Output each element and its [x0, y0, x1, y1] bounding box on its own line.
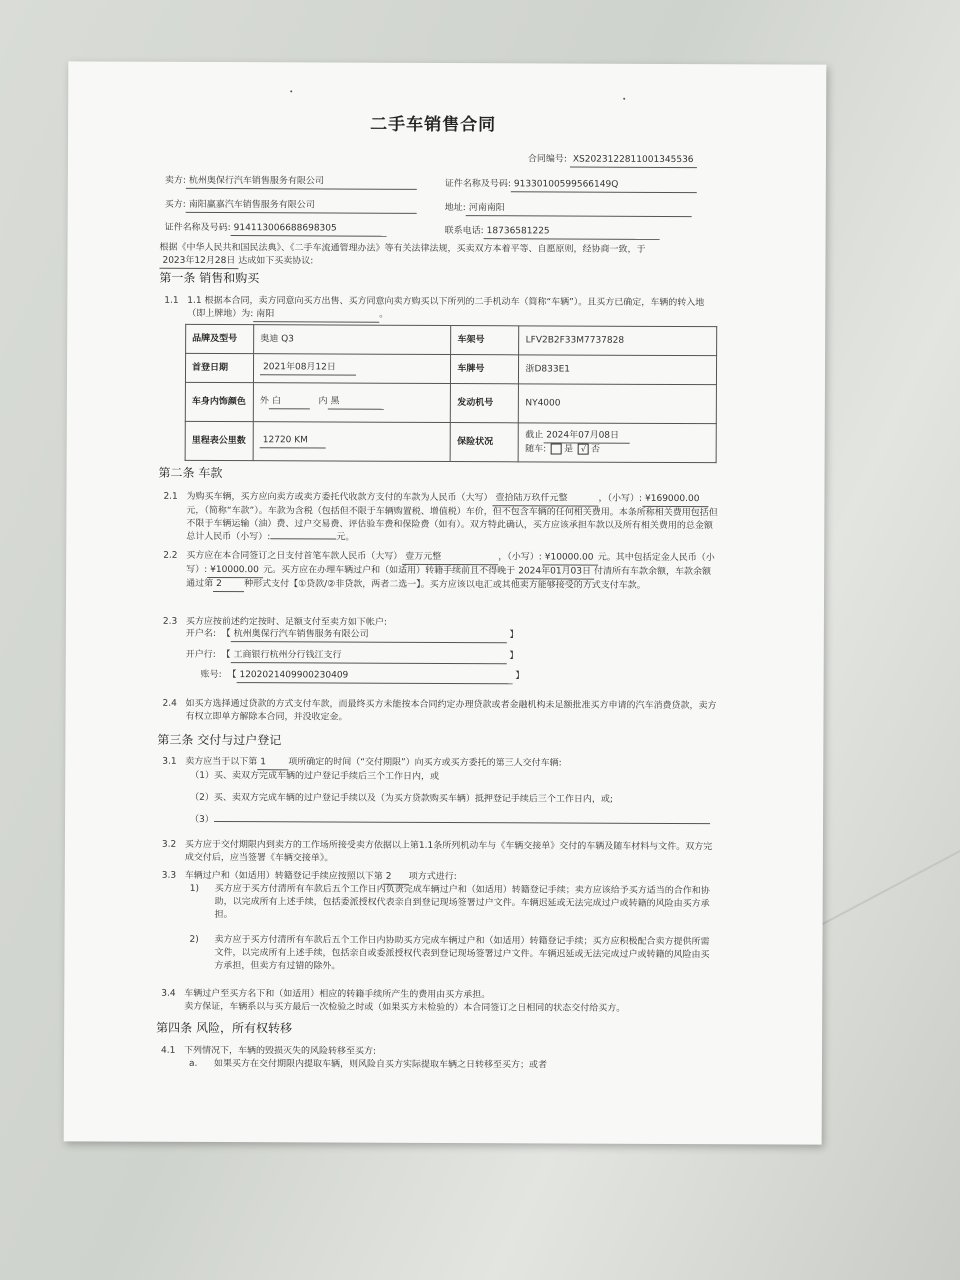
address-row: 地址: 河南南阳 [445, 202, 692, 217]
vehicle-info-table [185, 324, 718, 463]
clause-3-1-option-3: （3） [190, 814, 710, 829]
mileage-label: 里程表公里数 [185, 421, 253, 460]
brand-label: 品牌及型号 [186, 324, 254, 353]
insurance-yes-checkbox [551, 443, 562, 454]
account-bank-row: 开户行: 【 工商银行杭州分行钱江支行 】 [186, 649, 519, 664]
clause-3-3: 车辆过户和（如适用）转籍登记手续应按照以下第 2 项方式进行: [185, 870, 457, 885]
vin-label: 车架号 [451, 326, 519, 355]
plate-label: 车牌号 [451, 355, 519, 384]
phone-row: 联系电话: 18736581225 [445, 225, 660, 240]
clause-2-3: 买方应按前述约定按时、足额支付至卖方如下帐户: [185, 616, 387, 628]
clause-2-2: 买方应在本合同签订之日支付首笔车款人民币（大写） 壹万元整 ，（小写）: ¥10000.00 元。其中包括定金人民币（小写）: ¥10000.00 元。买方应在办理车辆过户和（如适用）转籍手续前且不得晚于 2024年01月03日 付清所有车款余额，车款余额通过第 2 种形式支付【①贷款/②非贷款，两者二选一】。买方应该以电汇或其他卖方能够接受的方式支付车款。 [186, 550, 715, 591]
clause-3-4: 车辆过户至买方名下和（如适用）相应的转籍手续所产生的费用由买方承担。 卖方保证，车辆系以与买方最后一次检验之时或（如果买方未检验的）本合同签订之日相同的状态交付给买方。 [184, 988, 626, 1014]
insurance-no-checkbox: √ [578, 443, 589, 454]
engine-value: NY4000 [519, 384, 717, 424]
clause-3-3-2: 卖方应于买方付清所有车款后五个工作日内协助买方完成车辆过户和（如适用）转籍登记手续；买方应积极配合卖方提供所需文件，以完成所有上述手续，包括亲自或委派授权代表到登记现场签署过户文件。车辆迟延或无法完成过户或转籍的风险由买方承担，但卖方有过错的除外。 [214, 934, 710, 972]
reg-date-label: 首登日期 [185, 353, 253, 382]
plate-value: 浙D833E1 [519, 355, 717, 385]
clause-3-3-2-number: 2) [189, 934, 199, 945]
seller-row: 卖方: 杭州奥保行汽车销售服务有限公司 [165, 175, 417, 190]
clause-4-1-a-number: a. [188, 1058, 198, 1069]
page-title: 二手车销售合同 [370, 114, 497, 136]
contract-sheet [64, 61, 827, 1144]
buyer-id-row: 证件名称及号码: 914113006688698305 [165, 222, 387, 237]
clause-2-4-number: 2.4 [162, 698, 177, 709]
clause-1-1-number: 1.1 [164, 295, 179, 306]
clause-1-1: 1.1 根据本合同，卖方同意向买方出售、买方同意向卖方购买以下所列的二手机动车（简称“车辆”）。且买方已确定，车辆的转入地（即上牌地）为: 南阳 。 [187, 295, 719, 324]
section-4-title: 第四条 风险，所有权转移 [156, 1020, 293, 1036]
clause-2-1-number: 2.1 [163, 491, 178, 502]
brand-value: 奥迪 Q3 [254, 325, 451, 355]
clause-3-3-number: 3.3 [161, 870, 177, 881]
clause-3-3-1-number: 1) [189, 883, 200, 894]
buyer-row: 买方: 南阳赢嘉汽车销售服务有限公司 [165, 199, 417, 214]
clause-3-4-number: 3.4 [161, 988, 176, 999]
table-row [186, 324, 717, 355]
clause-3-1-option-2: （2）买、卖双方完成车辆的过户登记手续以及（为买方贷款购买车辆）抵押登记手续后三个工作日内，或; [190, 792, 613, 805]
clause-3-2-number: 3.2 [161, 839, 177, 850]
vin-value: LFV2B2F33M7737828 [519, 326, 717, 356]
engine-label: 发动机号 [451, 384, 519, 423]
seller-id-row: 证件名称及号码: 91330100599566149Q [445, 178, 697, 193]
clause-4-1-a: 如果买方在交付期限内提取车辆，则风险自买方实际提取车辆之日转移至买方；或者 [213, 1058, 548, 1071]
clause-4-1-number: 4.1 [161, 1045, 176, 1056]
clause-3-3-1: 买方应于买方付清所有车款后五个工作日内负责完成车辆过户和（如适用）转籍登记手续；卖方应该给予买方适当的合作和协助，以完成所有上述手续，包括委派授权代表亲自到登记现场签署过户文件。车辆迟延或无法完成过户或转籍的风险由买方承担。 [214, 883, 710, 921]
contract-number: 合同编号: XS2023122811001345536 [528, 153, 697, 168]
table-row [185, 353, 716, 384]
reg-date-value: 2021年08月12日 [254, 354, 451, 384]
clause-3-2: 买方应于交付期限内到卖方的工作场所接受卖方依据以上第1.1条所列机动车与《车辆交接单》交付的车辆及随车材料与文件。双方完成交付后，应当签署《车辆交接单》。 [184, 839, 713, 864]
account-name-row: 开户名: 【 杭州奥保行汽车销售服务有限公司 】 [186, 628, 519, 643]
color-value: 外 白 内 黑 [253, 383, 451, 423]
insurance-value: 截止 2024年07月08日 随车: 是 √ 否 [519, 423, 717, 463]
section-1-title: 第一条 销售和购买 [159, 270, 260, 286]
mileage-value: 12720 KM [253, 422, 451, 462]
clause-2-4: 如买方选择通过贷款的方式支付车款，而最终买方未能按本合同约定办理贷款或者金融机构未足额批准买方申请的汽车消费贷款，卖方有权立即单方解除本合同，并没收定金。 [185, 698, 717, 723]
clause-2-3-number: 2.3 [162, 616, 178, 627]
clause-4-1: 下列情况下，车辆的毁损灭失的风险转移至买方: [184, 1045, 377, 1057]
clause-3-1: 卖方应当于以下第 1 项所确定的时间（“交付期限”）向买方或买方委托的第三人交付车辆: [185, 756, 562, 769]
table-row [185, 382, 716, 423]
clause-2-2-number: 2.2 [163, 550, 178, 561]
section-3-title: 第三条 交付与过户登记 [157, 732, 282, 748]
insurance-label: 保险状况 [451, 423, 519, 462]
clause-3-1-number: 3.1 [162, 756, 177, 767]
color-label: 车身内饰颜色 [185, 382, 253, 421]
clause-2-1: 为购买车辆，买方应向卖方或卖方委托代收款方支付的车款为人民币（大写） 壹拾陆万玖仟元整 ，（小写）: ¥169000.00元，（简称“车款”）。车款为含税（包括但不限于车辆购置税、增值税）车价，但不包含车辆的任何相关费用。本条所称相关费用包括但不限于车辆运输（油）费、过户交易费、评估验车费和保险费（如有）。双方特此确认，买方应该承担车款以及所有相关费用的总金额总计人民币（小写）: 元。 [186, 491, 718, 543]
table-row [185, 421, 716, 462]
clause-3-1-option-1: （1）买、卖双方完成车辆的过户登记手续后三个工作日内，或 [190, 770, 439, 782]
section-2-title: 第二条 车款 [158, 465, 223, 481]
account-number-row: 账号: 【 1202021409900230409 】 [201, 669, 525, 684]
intro-paragraph: 根据《中华人民共和国民法典》、《二手车流通管理办法》等有关法律法规，买卖双方本着平等、自愿原则，经协商一致，于2023年12月28日 达成如下买卖协议: [159, 242, 719, 271]
